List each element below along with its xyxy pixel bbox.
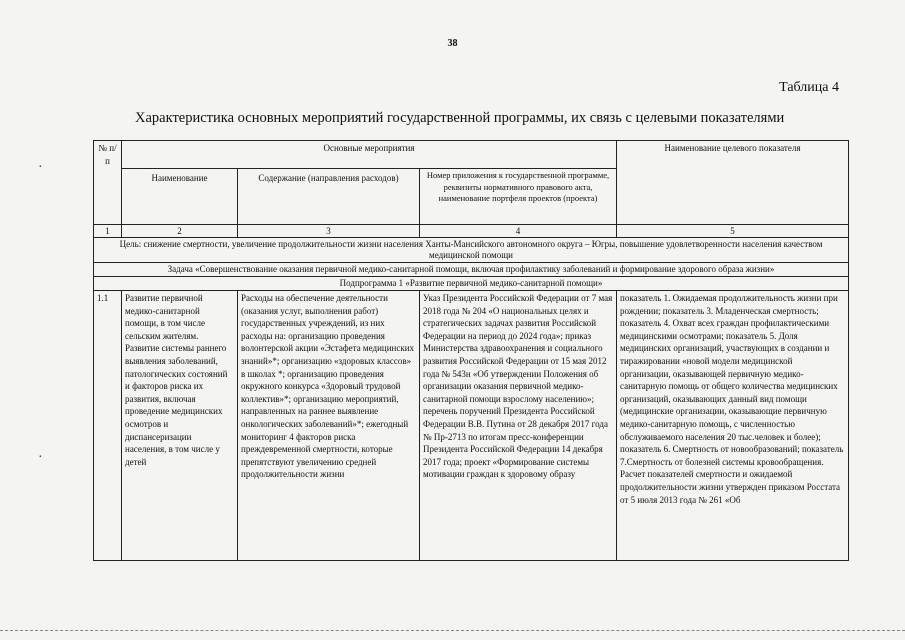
header-main-events: Основные мероприятия — [122, 141, 617, 169]
col-number: 2 — [122, 225, 238, 238]
row-num: 1.1 — [94, 291, 122, 561]
margin-mark: · — [38, 450, 43, 465]
row-target-indicator: показатель 1. Ожидаемая продолжительность жизни при рождении; показатель 3. Младенческая смертность; показатель 4. Охват всех граждан профилактическими медицинскими осмотрами; показатель 5. Доля медицинских организаций, участвующих в создании и тиражировании «новой модели медицинской организации, оказывающей первичную медико-санитарную помощь от общего количества медицинских организаций, оказывающих данный вид помощи (медицинские организации, оказывающие первичную медико-санитарную помощь, с численностью обслуживаемого населения 20 тыс.человек и более); показатель 6. Смертность от новообразований; показатель 7.Смертность от болезней системы кровообращения. Расчет показателей смертности и ожидаемой продолжительности жизни утвержден приказом Росстата от 5 июля 2013 года № 261 «Об — [617, 291, 849, 561]
margin-mark: · — [38, 160, 43, 175]
col-number: 5 — [617, 225, 849, 238]
col-number: 3 — [238, 225, 420, 238]
header-appendix: Номер приложения к государственной программе, реквизиты нормативного правового акта, наименование портфеля проектов (проекта) — [420, 169, 617, 225]
col-number: 1 — [94, 225, 122, 238]
header-num: № п/п — [94, 141, 122, 225]
scan-edge — [0, 630, 905, 631]
header-target-indicator: Наименование целевого показателя — [617, 141, 849, 225]
page-number: 38 — [447, 38, 458, 49]
task-row: Задача «Совершенствование оказания первичной медико-санитарной помощи, включая профилактику заболеваний и формирование здорового образа жизни» — [94, 263, 849, 277]
table-label: Таблица 4 — [779, 80, 839, 95]
events-table — [93, 140, 849, 561]
document-title: Характеристика основных мероприятий государственной программы, их связь с целевыми показателями — [135, 110, 785, 126]
row-event-content: Расходы на обеспечение деятельности (оказания услуг, выполнения работ) государственных учреждений, из них расходы на: организацию проведения волонтерской акции «Эстафета медицинских знаний»*; организацию «здоровых классов» в школах *; организацию проведения окружного конкурса «Здоровый трудовой коллектив»*; организацию мероприятий, направленных на раннее выявление онкологических заболеваний»*; ежегодный мониторинг 4 факторов риска преждевременной смертности, которые препятствуют увеличению средней продолжительности жизни — [238, 291, 420, 561]
row-event-name: Развитие первичной медико-санитарной помощи, в том числе сельским жителям. Развитие системы раннего выявления заболеваний, патологических состояний и факторов риска их развития, включая проведение медицинских осмотров и диспансеризации населения, в том числе у детей — [122, 291, 238, 561]
row-event-appendix: Указ Президента Российской Федерации от 7 мая 2018 года № 204 «О национальных целях и стратегических задачах развития Российской Федерации на период до 2024 года»; приказ Министерства здравоохранения и социального развития Российской Федерации от 15 мая 2012 года № 543н «Об утверждении Положения об организации оказания первичной медико-санитарной помощи взрослому населению»; перечень поручений Президента Российской Федерации В.В. Путина от 28 декабря 2017 года № Пр-2713 по итогам пресс-конференции Президента Российской Федерации 14 декабря 2017 года; проект «Формирование системы мотивации граждан к здоровому образу — [420, 291, 617, 561]
col-number: 4 — [420, 225, 617, 238]
header-name: Наименование — [122, 169, 238, 225]
goal-row: Цель: снижение смертности, увеличение продолжительности жизни населения Ханты-Мансийского автономного округа – Югры, повышение удовлетворенности населения качеством медицинской помощи — [94, 238, 849, 263]
header-content: Содержание (направления расходов) — [238, 169, 420, 225]
subprogram-row: Подпрограмма 1 «Развитие первичной медико-санитарной помощи» — [94, 277, 849, 291]
